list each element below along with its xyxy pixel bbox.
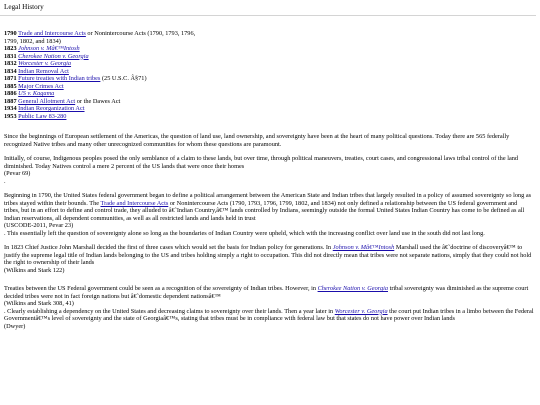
timeline-link[interactable]: Cherokee Nation v. Georgia bbox=[18, 52, 89, 60]
paragraph-clearly-text-a: . Clearly establishing a dependency on the United States and decreasing claims to sovereignty over their lands. Then a year later in bbox=[4, 307, 335, 315]
timeline-text: or Nonintercourse Acts (1790, 1793, 1796, bbox=[85, 30, 196, 37]
timeline-year: 1790 bbox=[4, 30, 17, 37]
paragraph-treaties-text-b: tribal sovereignty was diminished as the supreme court decided tribes were not in fact foreign nations but â€˜domestic dependent nationsâ€™ bbox=[4, 285, 529, 300]
intro-paragraph: Since the beginnings of European settlement of the Americas, the question of land use, land ownership, and sovereignty have been at the heart of many political questions. Today there are 565 federally recognized Native tribes and many other unrecognized communities for whom these questions are paramount. bbox=[4, 133, 510, 148]
timeline-row bbox=[4, 83, 534, 91]
link-johnson-v-mintosh[interactable]: Johnson v. Mâ€™Intosh bbox=[332, 244, 395, 251]
timeline-link[interactable]: General Allotment Act bbox=[18, 97, 76, 105]
citation-wilkins-stark: (Wilkins and Stark 122) bbox=[4, 266, 65, 274]
paragraph-1790-text-b: or Nonintercourse Acts (1790, 1793, 1796, 1799, 1802, and 1834) not only defined a relationship between the US federal government and tribes, but in an effort to define and control trade, they alluded to â€˜Indian Country,â€™ lands controlled by Indians, seemingly outside the formal United States Indian Country has come to be defined as all Indian reservations, all dependent communities, as well as all restricted lands and lands held in trust bbox=[4, 199, 525, 222]
timeline-year: 1885 bbox=[4, 82, 17, 90]
paragraph-sovereignty: . This essentially left the question of sovereignty alone so long as the boundaries of Indian Country were upheld, which with the increasing conflict over land use in the south did not last long. bbox=[4, 229, 485, 237]
timeline-row bbox=[4, 45, 534, 53]
paragraph-1790-text-a: Beginning in 1790, the United States federal government began to define a political arrangement between the American State and Indian tribes that largely resulted in a policy of assumed sovereignty so long as tribes stayed within their bounds. The bbox=[4, 192, 532, 207]
timeline-text: or the Dawes Act bbox=[75, 97, 121, 105]
timeline-row bbox=[4, 90, 534, 98]
timeline-year: 1887 bbox=[4, 97, 17, 105]
timeline-year: 1871 bbox=[4, 75, 17, 82]
timeline-link[interactable]: Future treaties with Indian tribes bbox=[18, 75, 101, 82]
citation-dwyer: (Dwyer) bbox=[4, 322, 26, 330]
timeline-text: 1799, 1802, and 1834) bbox=[4, 37, 61, 45]
title-divider bbox=[0, 15, 536, 16]
page bbox=[4, 3, 534, 330]
timeline-row bbox=[4, 75, 534, 83]
timeline-year: 1831 bbox=[4, 52, 17, 60]
paragraph-clearly-text-b: the court put Indian tribes in a limbo between the Federal Governmentâ€™s level of sovereignty and the state of Georgiaâ€™s, stating that tribes must be in compliance with federal law but that states do not have power over Indian lands bbox=[4, 307, 534, 322]
citation-uscode: (USCODE-2011, Pevar 23) bbox=[4, 222, 74, 229]
page-title: Legal History bbox=[4, 3, 44, 11]
link-cherokee-nation[interactable]: Cherokee Nation v. Georgia bbox=[317, 285, 388, 292]
paragraph-clearly bbox=[4, 308, 534, 323]
timeline-row bbox=[4, 113, 534, 121]
timeline-link[interactable]: Indian Reorganization Act bbox=[18, 105, 85, 112]
timeline-link[interactable]: Indian Removal Act bbox=[18, 67, 69, 75]
timeline-link[interactable]: Trade and Intercourse Acts bbox=[18, 30, 86, 37]
timeline-row bbox=[4, 30, 534, 38]
timeline-link[interactable]: US v. Kagama bbox=[18, 90, 55, 97]
paragraph-1823-text-b: Marshall used the â€˜doctrine of discoveryâ€™ to justify the supreme legal title of Indian lands belonging to the US and tribes holding simply a right to occupation. This did not directly mean that tribes were not separate nations, simply that they could not hold the right to ownership of their lands bbox=[4, 244, 532, 266]
paragraph-1823 bbox=[4, 244, 534, 267]
paragraph-1823-text-a: In 1823 Chief Justice John Marshall decided the first of three cases which would set the basis for Indian policy for generations. In bbox=[4, 244, 333, 251]
timeline-year: 1834 bbox=[4, 67, 17, 75]
stray-period: . bbox=[4, 177, 6, 185]
timeline-list bbox=[4, 30, 534, 120]
timeline-row bbox=[4, 38, 534, 46]
timeline-row bbox=[4, 68, 534, 76]
paragraph-1790 bbox=[4, 192, 534, 222]
timeline-link[interactable]: Johnson v. Mâ€™Intosh bbox=[18, 45, 80, 52]
timeline-year: 1886 bbox=[4, 90, 17, 97]
timeline-row bbox=[4, 60, 534, 68]
timeline-year: 1823 bbox=[4, 45, 17, 52]
paragraph-initially: Initially, of course, Indigenous peoples posed the only semblance of a claim to these lands, but over time, through political maneuvers, treaties, court cases, and congressional laws tribal control of the land diminished. Today Natives control a mere 2 percent of the US lands that were once their homes bbox=[4, 155, 519, 170]
paragraph-treaties-text-a: Treaties between the US Federal government could be seen as a recognition of the sovereignty of Indian tribes. However, in bbox=[4, 285, 318, 292]
timeline-row bbox=[4, 98, 534, 106]
citation-wilkins-stark-41: (Wilkins and Stark 308, 41) bbox=[4, 300, 74, 307]
timeline-link[interactable]: Worcester v. Georgia bbox=[18, 60, 72, 67]
timeline-link[interactable]: Public Law 83-280 bbox=[18, 112, 67, 120]
timeline-row bbox=[4, 105, 534, 113]
citation-pevar: (Pevar 69) bbox=[4, 170, 31, 177]
link-trade-intercourse-acts[interactable]: Trade and Intercourse Acts bbox=[100, 199, 169, 207]
paragraph-treaties bbox=[4, 285, 534, 300]
timeline-row bbox=[4, 53, 534, 61]
timeline-year: 1934 bbox=[4, 105, 17, 112]
timeline-text: (25 U.S.C. Â§71) bbox=[100, 75, 147, 82]
timeline-year: 1953 bbox=[4, 112, 17, 120]
timeline-link[interactable]: Major Crimes Act bbox=[18, 82, 64, 90]
link-worcester-v-georgia[interactable]: Worcester v. Georgia bbox=[334, 307, 388, 315]
timeline-year: 1832 bbox=[4, 60, 17, 67]
